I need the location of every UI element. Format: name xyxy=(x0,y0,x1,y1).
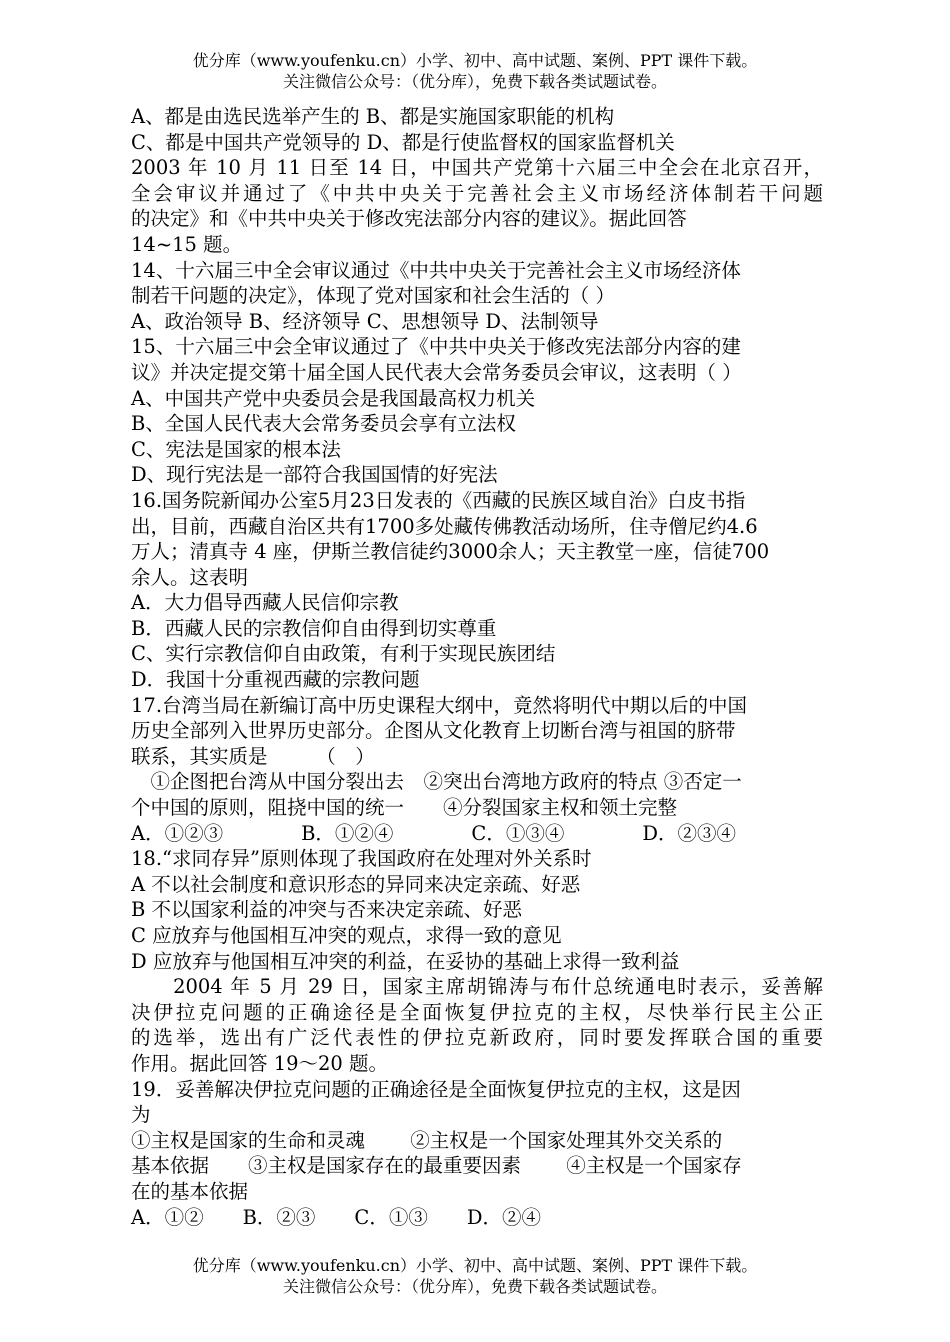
text-line: A 不以社会制度和意识形态的异同来决定亲疏、好恶 xyxy=(131,872,581,896)
text-line: 决伊拉克问题的正确途径是全面恢复伊拉克的主权，尽快举行民主公正 xyxy=(131,1000,823,1024)
text-line: C、都是中国共产党领导的 D、都是行使监督权的国家监督机关 xyxy=(131,130,675,154)
text-line: 基本依据 ③主权是国家存在的最重要因素 ④主权是一个国家存 xyxy=(131,1154,742,1178)
text-line: 15、十六届三中会全审议通过了《中共中央关于修改宪法部分内容的建 xyxy=(131,335,741,359)
text-line: 为 xyxy=(131,1103,151,1127)
text-line: 16.国务院新闻办公室5月23日发表的《西藏的民族区域自治》白皮书指 xyxy=(131,488,746,512)
text-line: 议》并决定提交第十届全国人民代表大会常务委员会审议，这表明（ ） xyxy=(131,360,742,384)
text-line: B、全国人民代表大会常务委员会享有立法权 xyxy=(131,412,516,436)
text-line: A、都是由选民选举产生的 B、都是实施国家职能的机构 xyxy=(131,105,615,128)
text-line: 个中国的原则，阻挠中国的统一 ④分裂国家主权和领土完整 xyxy=(131,796,678,820)
text-line: A、中国共产党中央委员会是我国最高权力机关 xyxy=(131,386,536,410)
text-line: 2003 年 10 月 11 日至 14 日，中国共产党第十六届三中全会在北京召开， xyxy=(131,156,823,180)
footer-line-1: 优分库（www.youfenku.cn）小学、初中、高中试题、案例、PPT 课件下载。 xyxy=(192,1256,758,1275)
text-line: 出，目前，西藏自治区共有1700多处藏传佛教活动场所，住寺僧尼约4.6 xyxy=(131,514,758,538)
text-line: A、政治领导 B、经济领导 C、思想领导 D、法制领导 xyxy=(131,309,599,333)
text-line: D．我国十分重视西藏的宗教问题 xyxy=(131,668,420,692)
header-line-2: 关注微信公众号：（优分库），免费下载各类试题试卷。 xyxy=(282,72,667,91)
text-line: 在的基本依据 xyxy=(131,1179,249,1203)
text-line: 全会审议并通过了《中共中央关于完善社会主义市场经济体制若干问题 xyxy=(131,181,823,205)
text-line: 万人；清真寺 4 座，伊斯兰教信徒约3000余人；天主教堂一座，信徒700 xyxy=(131,540,770,564)
text-line: 联系，其实质是 （ ） xyxy=(131,744,375,768)
text-line: 历史全部列入世界历史部分。企图从文化教育上切断台湾与祖国的脐带 xyxy=(131,719,736,743)
text-line: C、宪法是国家的根本法 xyxy=(131,437,341,461)
text-line: 19．妥善解决伊拉克问题的正确途径是全面恢复伊拉克的主权，这是因 xyxy=(131,1077,741,1101)
text-line: D、现行宪法是一部符合我国国情的好宪法 xyxy=(131,463,498,487)
text-line: 17.台湾当局在新编订高中历史课程大纲中，竟然将明代中期以后的中国 xyxy=(131,693,748,717)
text-line: 的选举，选出有广泛代表性的伊拉克新政府，同时要发挥联合国的重要 xyxy=(131,1026,823,1050)
text-line: 作用。据此回答 19～20 题。 xyxy=(131,1051,389,1075)
text-line: 2004 年 5 月 29 日，国家主席胡锦涛与布什总统通电时表示，妥善解 xyxy=(131,975,823,999)
text-line: C 应放弃与他国相互冲突的观点，求得一致的意见 xyxy=(131,924,562,947)
page-header-top xyxy=(0,50,950,92)
page-header-bottom xyxy=(0,1255,950,1297)
text-line: A．①②③ B．①②④ C．①③④ D．②③④ xyxy=(131,821,736,845)
text-line: 余人。这表明 xyxy=(131,565,249,589)
text-line: 14、十六届三中全会审议通过《中共中央关于完善社会主义市场经济体 xyxy=(131,258,741,282)
text-line: 14~15 题。 xyxy=(131,232,243,256)
text-line: ①企图把台湾从中国分裂出去 ②突出台湾地方政府的特点 ③否定一 xyxy=(131,770,742,794)
text-line: 的决定》和《中共中央关于修改宪法部分内容的建议》。据此回答 xyxy=(131,207,687,231)
text-line: ①主权是国家的生命和灵魂 ②主权是一个国家处理其外交关系的 xyxy=(131,1128,723,1152)
text-line: A．①② B．②③ C．①③ D．②④ xyxy=(131,1205,541,1229)
text-line: 18.“求同存异”原则体现了我国政府在处理对外关系时 xyxy=(131,847,592,871)
text-line: D 应放弃与他国相互冲突的利益，在妥协的基础上求得一致利益 xyxy=(131,949,680,973)
header-line-1: 优分库（www.youfenku.cn）小学、初中、高中试题、案例、PPT 课件下载。 xyxy=(192,51,758,70)
text-line: B．西藏人民的宗教信仰自由得到切实尊重 xyxy=(131,616,497,640)
text-line: C、实行宗教信仰自由政策，有利于实现民族团结 xyxy=(131,642,556,666)
document-body xyxy=(131,104,823,1230)
text-line: B 不以国家利益的冲突与否来决定亲疏、好恶 xyxy=(131,898,523,922)
text-line: A．大力倡导西藏人民信仰宗教 xyxy=(131,591,399,615)
footer-line-2: 关注微信公众号：（优分库），免费下载各类试题试卷。 xyxy=(282,1277,667,1296)
text-line: 制若干问题的决定》，体现了党对国家和社会生活的（ ） xyxy=(131,284,615,308)
